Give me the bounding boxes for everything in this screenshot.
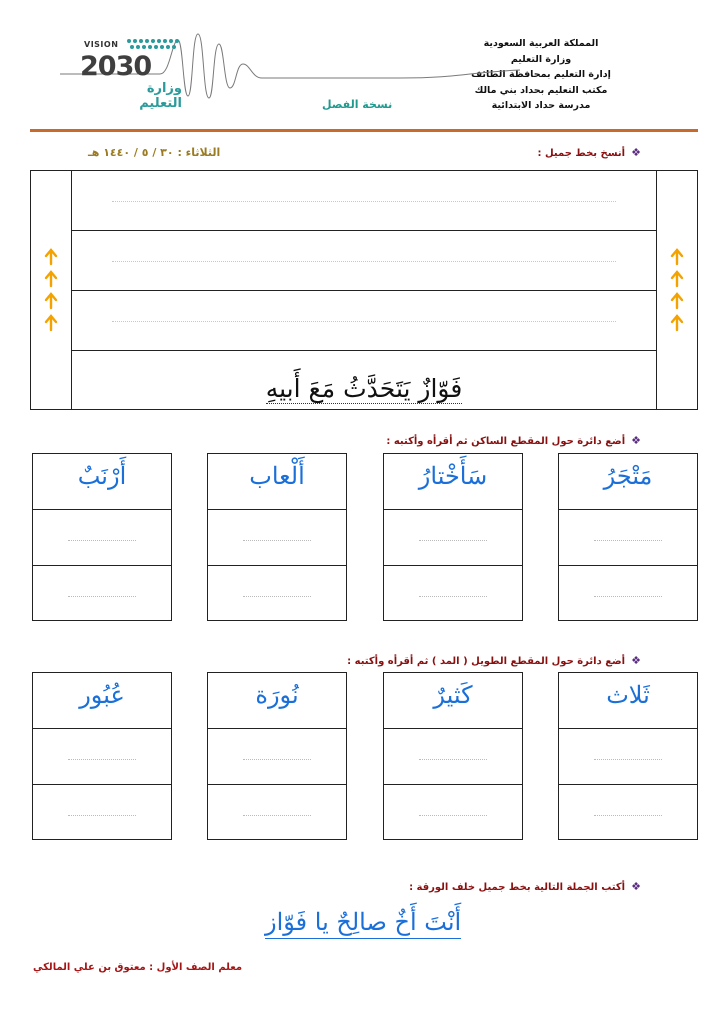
logo-ministry-text: وزارة التعليم	[139, 81, 182, 111]
diamond-bullet-icon: ❖	[631, 880, 641, 893]
header-directorate: إدارة التعليم بمحافظة الطائف	[471, 69, 611, 80]
word: أَلْعاب	[249, 462, 305, 490]
write-cell[interactable]	[559, 729, 697, 785]
up-arrow-icon	[670, 313, 684, 335]
write-cell[interactable]	[384, 729, 522, 785]
word-cell	[208, 454, 346, 510]
dotted-guide	[68, 596, 136, 597]
word-column	[383, 453, 523, 621]
dotted-guide	[112, 261, 616, 262]
dotted-guide	[594, 815, 662, 816]
write-cell[interactable]	[559, 510, 697, 566]
dotted-guide	[419, 815, 487, 816]
dotted-guide	[68, 815, 136, 816]
dotted-guide	[419, 759, 487, 760]
header-country: المملكة العربية السعودية	[483, 38, 599, 49]
word-column	[207, 672, 347, 840]
write-cell[interactable]	[384, 785, 522, 841]
word-cell	[208, 673, 346, 729]
dotted-guide	[243, 759, 311, 760]
word: كَثيرٌ	[433, 681, 473, 709]
word-column	[207, 453, 347, 621]
section1-instruction-text: أنسخ بخط جميل :	[537, 148, 626, 159]
dotted-guide	[112, 201, 616, 202]
dotted-guide	[419, 596, 487, 597]
write-cell[interactable]	[33, 510, 171, 566]
dotted-guide	[243, 540, 311, 541]
word-cell	[33, 454, 171, 510]
word: مَتْجَرُ	[603, 462, 653, 490]
section4-instruction-text: أكتب الجملة التالية بخط جميل خلف الورقة :	[409, 882, 626, 893]
header-office: مكتب التعليم بحداد بني مالك	[474, 84, 608, 96]
word-column	[558, 672, 698, 840]
teacher-name: معلم الصف الأول : معتوق بن علي المالكي	[33, 962, 243, 973]
copy-writing-box	[30, 170, 698, 410]
header-divider	[30, 129, 698, 132]
write-cell[interactable]	[208, 566, 346, 622]
model-sentence	[72, 374, 656, 403]
section3-instruction-text: أضع دائرة حول المقطع الطويل ( المد ) ثم أقرأه وأكتبه :	[347, 656, 626, 667]
word-cell	[384, 454, 522, 510]
vision-2030-logo	[80, 36, 182, 111]
left-arrow-column	[31, 247, 71, 335]
right-arrow-column	[657, 247, 697, 335]
copy-box-right-margin	[656, 171, 697, 409]
logo-year-text: 2030	[80, 51, 152, 82]
section3-instruction	[347, 654, 641, 667]
up-arrow-icon	[44, 291, 58, 313]
word: نُورَة	[255, 681, 299, 709]
writing-line[interactable]	[72, 231, 656, 291]
word-cell	[559, 454, 697, 510]
dotted-guide	[68, 540, 136, 541]
up-arrow-icon	[670, 291, 684, 313]
dotted-guide	[68, 759, 136, 760]
write-cell[interactable]	[384, 566, 522, 622]
up-arrow-icon	[670, 247, 684, 269]
word-column	[32, 672, 172, 840]
dotted-guide	[594, 759, 662, 760]
word: سَأَخْتارُ	[418, 462, 488, 490]
class-copy-label: نسخة الفصل	[322, 98, 393, 111]
word-cell	[33, 673, 171, 729]
section4-instruction	[409, 880, 641, 893]
dotted-guide	[112, 321, 616, 322]
write-cell[interactable]	[208, 785, 346, 841]
write-cell[interactable]	[384, 510, 522, 566]
write-cell[interactable]	[559, 785, 697, 841]
up-arrow-icon	[670, 269, 684, 291]
worksheet-date: الثلاثاء : ٣٠ / ٥ / ١٤٤٠ هـ	[88, 146, 221, 159]
header-ministry: وزارة التعليم	[510, 53, 572, 65]
final-sentence: أَنْتَ أَخٌ صالِحٌ يا فَوّاز	[265, 908, 461, 939]
diamond-bullet-icon: ❖	[631, 434, 641, 447]
model-sentence-text: فَوّازٌ يَتَحَدَّثُ مَعَ أَبيهِ	[265, 374, 463, 403]
writing-line[interactable]	[72, 171, 656, 231]
dotted-guide	[243, 596, 311, 597]
logo-vision-text: VISION	[84, 40, 119, 49]
section2-instruction-text: أضع دائرة حول المقطع الساكن ثم أقرأه وأكتبه :	[386, 436, 626, 447]
logo-dots-icon	[126, 38, 184, 50]
dotted-guide	[594, 596, 662, 597]
up-arrow-icon	[44, 269, 58, 291]
word-cell	[384, 673, 522, 729]
dotted-guide	[594, 540, 662, 541]
section1-instruction	[538, 146, 641, 159]
word-column	[32, 453, 172, 621]
write-cell[interactable]	[33, 729, 171, 785]
word-column	[383, 672, 523, 840]
word-column	[558, 453, 698, 621]
write-cell[interactable]	[208, 510, 346, 566]
copy-box-left-margin	[31, 171, 72, 409]
word: عُبُور	[79, 681, 125, 709]
write-cell[interactable]	[33, 566, 171, 622]
diamond-bullet-icon: ❖	[631, 654, 641, 667]
header-school: مدرسة حداد الابتدائية	[491, 100, 591, 111]
write-cell[interactable]	[559, 566, 697, 622]
up-arrow-icon	[44, 247, 58, 269]
up-arrow-icon	[44, 313, 58, 335]
dotted-guide	[243, 815, 311, 816]
word-cell	[559, 673, 697, 729]
write-cell[interactable]	[208, 729, 346, 785]
section2-instruction	[386, 434, 641, 447]
dotted-guide	[419, 540, 487, 541]
writing-line[interactable]	[72, 291, 656, 351]
word: أَرْنَبٌ	[77, 462, 127, 490]
word: ثَلاث	[606, 681, 650, 709]
write-cell[interactable]	[33, 785, 171, 841]
diamond-bullet-icon: ❖	[631, 146, 641, 159]
model-sentence-line	[72, 351, 656, 411]
